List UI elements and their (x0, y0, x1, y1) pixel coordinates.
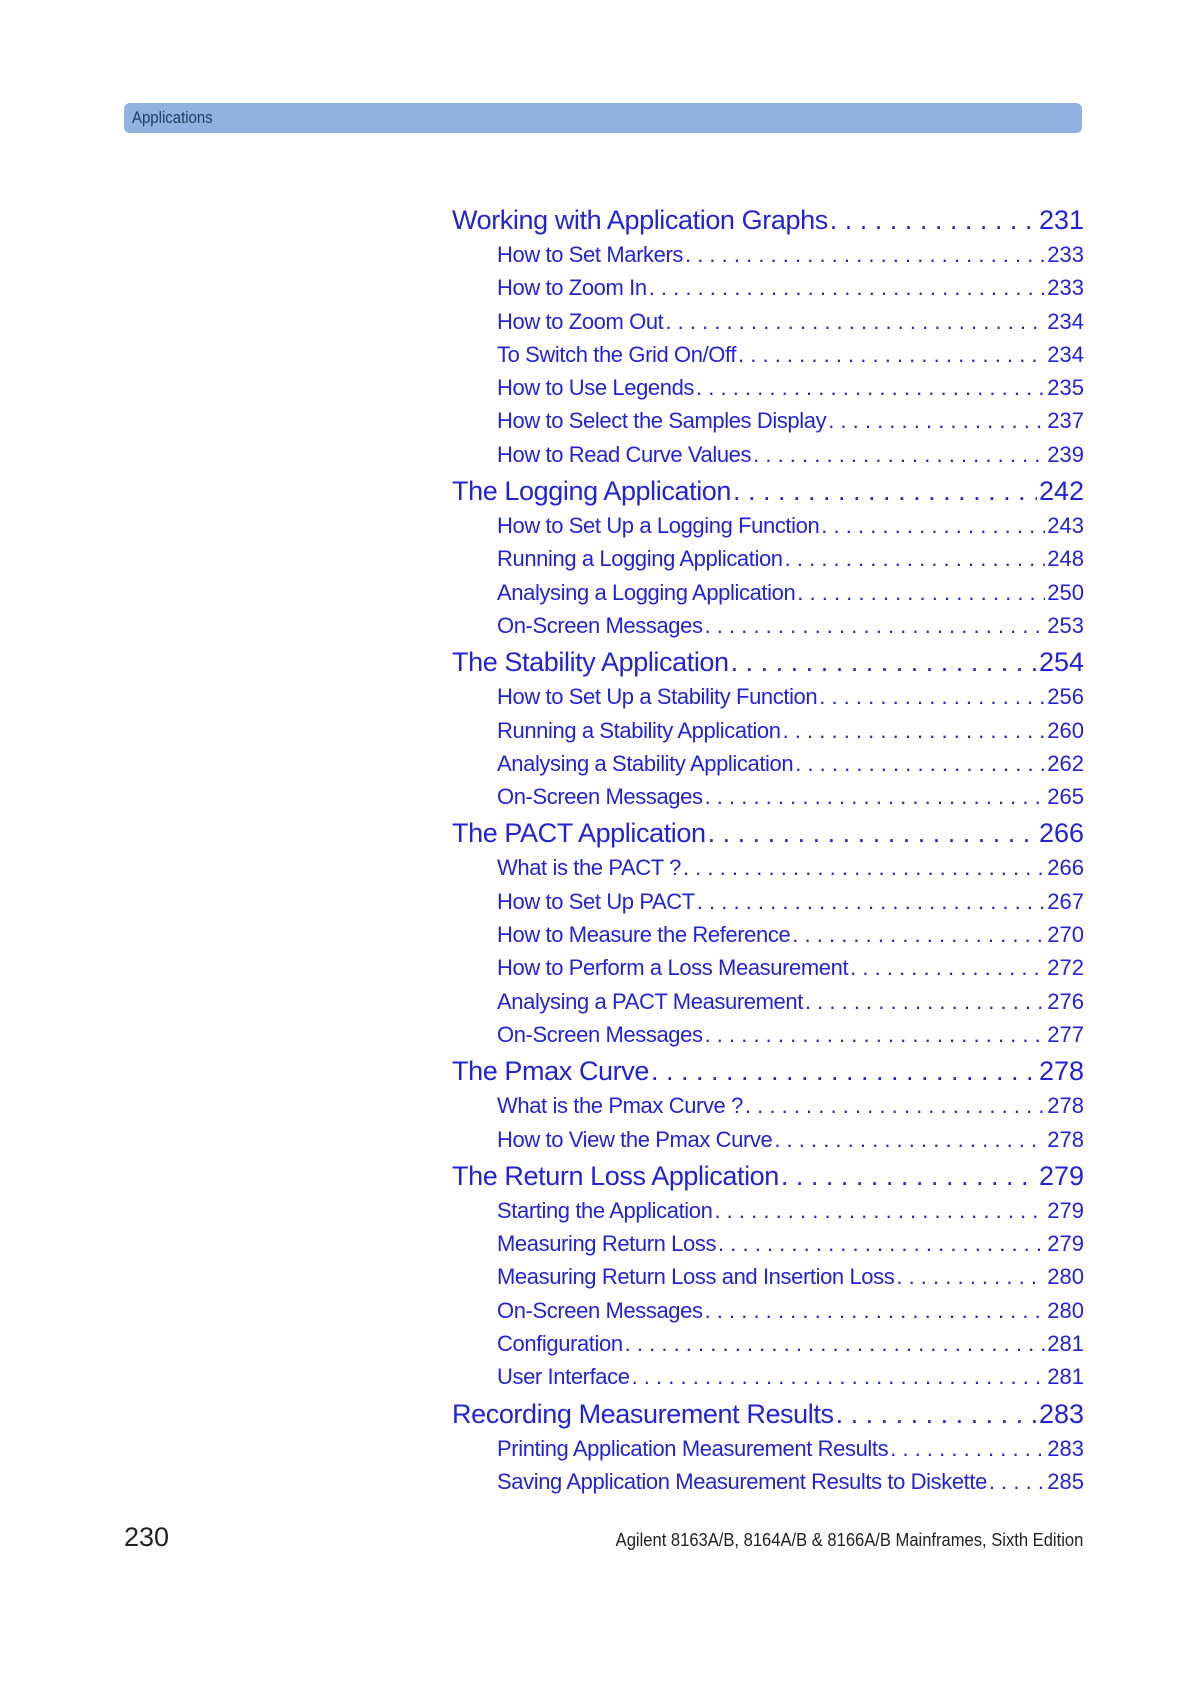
section-header-title: Applications (132, 108, 213, 127)
toc-entry-page: 276 (1047, 988, 1084, 1014)
toc-dot-leader (819, 680, 1045, 713)
toc-entry-title: On-Screen Messages (497, 1021, 703, 1047)
toc-subsection-link[interactable] (452, 404, 1084, 437)
toc-subsection-link[interactable] (452, 509, 1084, 542)
toc-subsection-link[interactable] (452, 1260, 1084, 1293)
toc-entry-title: How to Measure the Reference (497, 922, 791, 948)
toc-entry-page: 235 (1047, 375, 1084, 401)
toc-entry-title: How to Set Up a Logging Function (497, 513, 820, 539)
toc-section-link[interactable] (452, 1158, 1084, 1194)
toc-dot-leader (683, 851, 1045, 884)
toc-subsection-link[interactable] (452, 271, 1084, 304)
toc-entry-page: 279 (1038, 1160, 1084, 1191)
toc-entry-title: How to Set Up a Stability Function (497, 684, 818, 710)
toc-entry-page: 278 (1038, 1056, 1084, 1087)
toc-subsection-link[interactable] (452, 1432, 1084, 1465)
toc-subsection-link[interactable] (452, 438, 1084, 471)
toc-entry-title: Working with Application Graphs (452, 205, 828, 235)
toc-entry-page: 254 (1038, 647, 1084, 678)
toc-entry-page: 266 (1047, 855, 1084, 881)
toc-subsection-link[interactable] (452, 1327, 1084, 1360)
toc-section-link[interactable] (452, 202, 1084, 238)
toc-subsection-link[interactable] (452, 1465, 1084, 1498)
toc-entry-page: 253 (1047, 612, 1084, 638)
toc-entry-title: Printing Application Measurement Results (497, 1435, 889, 1461)
toc-dot-leader (896, 1260, 1045, 1293)
toc-entry-title: Starting the Application (497, 1197, 713, 1223)
toc-subsection-link[interactable] (452, 1018, 1084, 1051)
toc-entry-title: The Logging Application (452, 476, 732, 507)
toc-entry-title: Configuration (497, 1331, 623, 1357)
toc-entry-title: What is the PACT ? (497, 855, 681, 881)
toc-dot-leader (785, 542, 1046, 575)
toc-entry-title: How to Read Curve Values (497, 441, 752, 467)
toc-dot-leader (705, 609, 1046, 642)
toc-entry-title: Analysing a Logging Application (497, 579, 796, 605)
toc-entry-page: 265 (1047, 784, 1084, 810)
toc-subsection-link[interactable] (452, 1294, 1084, 1327)
toc-entry-title: How to Set Markers (497, 242, 683, 267)
toc-dot-leader (989, 1465, 1045, 1498)
toc-subsection-link[interactable] (452, 714, 1084, 747)
toc-dot-leader (783, 714, 1046, 747)
toc-subsection-link[interactable] (452, 1194, 1084, 1227)
toc-section-link[interactable] (452, 644, 1084, 680)
toc-subsection-link[interactable] (452, 1089, 1084, 1122)
toc-dot-leader (705, 1294, 1046, 1327)
toc-entry-page: 279 (1047, 1231, 1084, 1257)
toc-dot-leader (697, 885, 1045, 918)
toc-dot-leader (714, 1194, 1045, 1227)
toc-subsection-link[interactable] (452, 1227, 1084, 1260)
toc-entry-title: Recording Measurement Results (452, 1398, 834, 1429)
toc-entry-page: 267 (1047, 888, 1084, 914)
toc-entry-page: 256 (1047, 684, 1084, 710)
toc-subsection-link[interactable] (452, 851, 1084, 884)
toc-entry-page: 233 (1047, 275, 1084, 301)
toc-entry-page: 234 (1047, 341, 1084, 367)
toc-dot-leader (781, 1158, 1037, 1194)
toc-dot-leader (850, 951, 1045, 984)
toc-entry-title: How to Set Up PACT (497, 888, 695, 914)
toc-subsection-link[interactable] (452, 1360, 1084, 1393)
toc-section-link[interactable] (452, 473, 1084, 509)
toc-dot-leader (753, 438, 1045, 471)
toc-dot-leader (731, 644, 1037, 680)
toc-section-link[interactable] (452, 1053, 1084, 1089)
toc-subsection-link[interactable] (452, 985, 1084, 1018)
document-title: Agilent 8163A/B, 8164A/B & 8166A/B Mainframes, Sixth Edition (615, 1530, 1083, 1550)
toc-entry-page: 231 (1038, 205, 1084, 235)
toc-subsection-link[interactable] (452, 371, 1084, 404)
toc-subsection-link[interactable] (452, 885, 1084, 918)
toc-dot-leader (792, 918, 1045, 951)
page-number: 230 (124, 1522, 170, 1552)
toc-entry-page: 262 (1047, 750, 1084, 776)
toc-entry-title: The PACT Application (452, 818, 706, 849)
toc-entry-page: 280 (1047, 1297, 1084, 1323)
toc-section-link[interactable] (452, 1396, 1084, 1432)
toc-dot-leader (705, 780, 1046, 813)
toc-entry-page: 248 (1047, 546, 1084, 572)
toc-dot-leader (836, 1396, 1037, 1432)
toc-entry-page: 281 (1047, 1331, 1084, 1357)
toc-entry-title: How to View the Pmax Curve (497, 1126, 773, 1152)
toc-dot-leader (651, 1053, 1037, 1089)
toc-entry-title: How to Select the Samples Display (497, 408, 827, 434)
toc-entry-page: 260 (1047, 717, 1084, 743)
toc-subsection-link[interactable] (452, 338, 1084, 371)
toc-entry-page: 281 (1047, 1364, 1084, 1390)
toc-entry-title: How to Perform a Loss Measurement (497, 955, 849, 981)
toc-entry-title: How to Zoom In (497, 275, 647, 301)
toc-entry-page: 250 (1047, 579, 1084, 605)
toc-dot-leader (890, 1432, 1045, 1465)
toc-entry-title: Running a Logging Application (497, 546, 783, 572)
toc-entry-page: 234 (1047, 308, 1084, 334)
toc-dot-leader (625, 1327, 1046, 1360)
section-header-bar (124, 103, 1082, 133)
toc-dot-leader (685, 238, 1045, 271)
toc-dot-leader (705, 1018, 1046, 1051)
toc-dot-leader (797, 576, 1045, 609)
toc-section-link[interactable] (452, 815, 1084, 851)
toc-entry-title: The Return Loss Application (452, 1160, 779, 1191)
toc-dot-leader (745, 1089, 1045, 1122)
toc-dot-leader (649, 271, 1046, 304)
toc-entry-title: On-Screen Messages (497, 784, 703, 810)
toc-entry-page: 278 (1047, 1126, 1084, 1152)
toc-entry-page: 277 (1047, 1021, 1084, 1047)
toc-entry-title: Analysing a Stability Application (497, 750, 794, 776)
toc-dot-leader (828, 404, 1045, 437)
toc-entry-page: 242 (1038, 476, 1084, 507)
toc-entry-title: The Pmax Curve (452, 1056, 649, 1087)
toc-entry-title: What is the Pmax Curve ? (497, 1093, 743, 1119)
toc-entry-title: To Switch the Grid On/Off (497, 341, 737, 367)
toc-subsection-link[interactable] (452, 542, 1084, 575)
toc-dot-leader (718, 1227, 1045, 1260)
toc-entry-page: 233 (1047, 242, 1084, 267)
toc-dot-leader (696, 371, 1045, 404)
toc-entry-title: Measuring Return Loss and Insertion Loss (497, 1264, 895, 1290)
toc-dot-leader (805, 985, 1045, 1018)
toc-entry-page: 279 (1047, 1197, 1084, 1223)
toc-subsection-link[interactable] (452, 238, 1084, 271)
toc-subsection-link[interactable] (452, 780, 1084, 813)
toc-entry-title: User Interface (497, 1364, 630, 1390)
toc-subsection-link[interactable] (452, 747, 1084, 780)
toc-entry-page: 283 (1047, 1435, 1084, 1461)
toc-dot-leader (821, 509, 1045, 542)
toc-subsection-link[interactable] (452, 576, 1084, 609)
toc-entry-page: 239 (1047, 441, 1084, 467)
toc-entry-page: 283 (1038, 1398, 1084, 1429)
toc-dot-leader (708, 815, 1037, 851)
toc-entry-page: 270 (1047, 922, 1084, 948)
toc-dot-leader (738, 338, 1045, 371)
toc-entry-title: The Stability Application (452, 647, 729, 678)
toc-entry-title: Running a Stability Application (497, 717, 781, 743)
toc-entry-title: How to Zoom Out (497, 308, 664, 334)
table-of-contents (452, 200, 1084, 1498)
toc-entry-title: Measuring Return Loss (497, 1231, 717, 1257)
toc-subsection-link[interactable] (452, 951, 1084, 984)
toc-entry-title: How to Use Legends (497, 375, 695, 401)
toc-subsection-link[interactable] (452, 609, 1084, 642)
toc-subsection-link[interactable] (452, 918, 1084, 951)
toc-entry-title: Analysing a PACT Measurement (497, 988, 803, 1014)
toc-entry-page: 243 (1047, 513, 1084, 539)
toc-dot-leader (774, 1123, 1045, 1156)
toc-dot-leader (795, 747, 1045, 780)
toc-dot-leader (632, 1360, 1046, 1393)
toc-entry-page: 266 (1038, 818, 1084, 849)
toc-subsection-link[interactable] (452, 680, 1084, 713)
toc-subsection-link[interactable] (452, 305, 1084, 338)
toc-subsection-link[interactable] (452, 1123, 1084, 1156)
toc-entry-page: 285 (1047, 1468, 1084, 1494)
toc-entry-page: 237 (1047, 408, 1084, 434)
toc-entry-title: Saving Application Measurement Results to Diskette (497, 1468, 987, 1494)
toc-entry-page: 272 (1047, 955, 1084, 981)
toc-dot-leader (665, 305, 1045, 338)
toc-entry-page: 278 (1047, 1093, 1084, 1119)
toc-entry-page: 280 (1047, 1264, 1084, 1290)
toc-entry-title: On-Screen Messages (497, 1297, 703, 1323)
toc-dot-leader (733, 473, 1037, 509)
toc-entry-title: On-Screen Messages (497, 612, 703, 638)
toc-dot-leader (830, 202, 1037, 238)
